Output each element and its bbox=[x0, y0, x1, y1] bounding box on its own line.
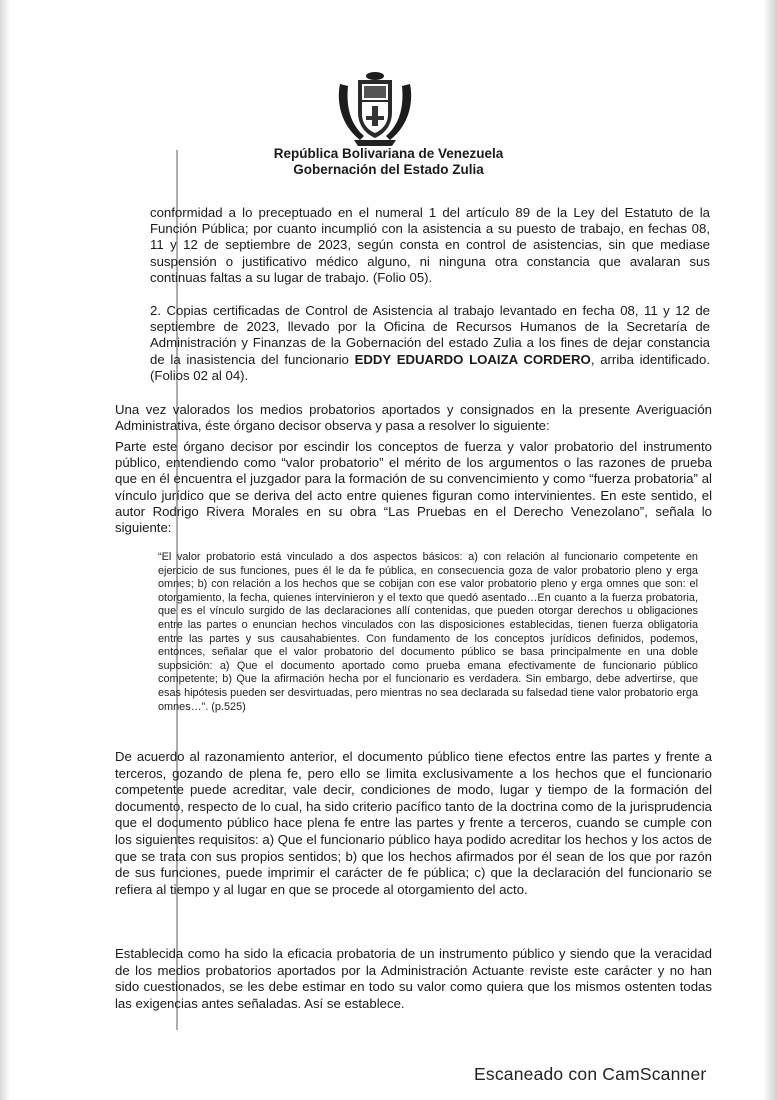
camscanner-watermark: Escaneado con CamScanner bbox=[474, 1064, 707, 1084]
paragraph-2-start: 2. Copias certificadas de Control de Asistencia al trabajo levantado en fecha 08, 11 y 12 de septiembre de 2023, llevado por la Oficina de Recursos Humanos de la Secretaría de Administración y Finanzas de la Gobernación del estado Zulia a los fines de dejar constancia de la inasistencia del funcionario bbox=[150, 303, 710, 367]
paragraph-2-name: EDDY EDUARDO LOAIZA CORDERO bbox=[354, 351, 591, 367]
header-governorate: Gobernación del Estado Zulia bbox=[293, 162, 484, 177]
paragraph-6: Establecida como ha sido la eficacia probatoria de un instrumento público y siendo que la veracidad de los medios probatorios aportados por la Administración Actuante reviste este carácter y no han sido cuestionados, se les debe estimar en todo su valor como quiera que los mismos ostenten todas las exigencias antes señaladas. Así se establece. bbox=[115, 946, 712, 1011]
header-republic: República Bolivariana de Venezuela bbox=[273, 146, 504, 161]
paragraph-1: conformidad a lo preceptuado en el numeral 1 del artículo 89 de la Ley del Estatuto de la Función Pública; por cuanto incumplió con la asistencia a su puesto de trabajo, en fechas 08, 11 y 12 de septiembre de 2023, según consta en control de asistencias, sin que mediase suspensión o justificativo médico alguno, ni ninguna otra constancia que avalaran sus continuas faltas a su lugar de trabajo. (Folio 05). bbox=[150, 205, 710, 285]
coat-of-arms-icon bbox=[336, 70, 414, 148]
paragraph-2-end: , arriba identificado. (Folios 02 al 04). bbox=[150, 351, 711, 383]
paragraph-3: Una vez valorados los medios probatorios aportados y consignados en la presente Averiguación Administrativa, éste órgano decisor observa y pasa a resolver lo siguiente: bbox=[115, 402, 712, 434]
paragraph-4: Parte este órgano decisor por escindir los conceptos de fuerza y valor probatorio del instrumento público, entendiendo como “valor probatorio” el mérito de los argumentos o las razones de prueba que en él encuentra el juzgador para la formación de su convencimiento y como “fuerza probatoria” al vínculo jurídico que se deriva del acto entre quienes figuran como intervinientes. En este sentido, el autor Rodrigo Rivera Morales en su obra “Las Pruebas en el Derecho Venezolano”, señala lo siguiente: bbox=[115, 439, 712, 536]
paragraph-5: De acuerdo al razonamiento anterior, el documento público tiene efectos entre las partes y frente a terceros, gozando de plena fe, pero ello se limita exclusivamente a los hechos que el funcionario competente puede acreditar, vale decir, condiciones de modo, lugar y tiempo de la formación del documento, respecto de lo cual, ha sido criterio pacífico tanto de la doctrina como de la jurisprudencia que el documento público hace plena fe entre las partes y frente a terceros, cuando se cumple con los siguientes requisitos: a) Que el funcionario público haya podido acreditar los hechos y los actos de que se trata con sus propios sentidos; b) que los hechos afirmados por él sean de los que por razón de sus funciones, puede imprimir el carácter de fe pública; c) que la declaración del funcionario se refiera al tiempo y al lugar en que se procede al otorgamiento del acto. bbox=[115, 749, 712, 897]
block-quote: “El valor probatorio está vinculado a dos aspectos básicos: a) con relación al funcionario competente en ejercicio de sus funciones, pues él le da fe pública, en consecuencia goza de valor probatorio pleno y erga omnes; b) con relación a los hechos que se cobijan con ese valor probatorio pleno y erga omnes que son: el otorgamiento, la fecha, quienes intervinieron y el texto que quedó asentado…En cuanto a la fuerza probatoria, que es el vínculo surgido de las declaraciones allí contenidas, que pueden otorgar derechos u obligaciones entre las partes o enuncian hechos vinculados con las disposiciones establecidas, tienen fuerza obligatoria entre las partes y sus causahabientes. Con fundamento de los conceptos jurídicos definidos, podemos, entonces, señalar que el valor probatorio del documento público se basa principalmente en una doble suposición: a) Que el documento aportado como prueba emana efectivamente de funcionario público competente; b) Que la afirmación hecha por el funcionario es verdadera. Sin embargo, debe advertirse, que esas hipótesis pueden ser desvirtuadas, pero mientras no sea declarada su falsedad tiene valor probatorio erga omnes…”. (p.525) bbox=[158, 551, 698, 713]
paragraph-2 bbox=[150, 303, 710, 384]
